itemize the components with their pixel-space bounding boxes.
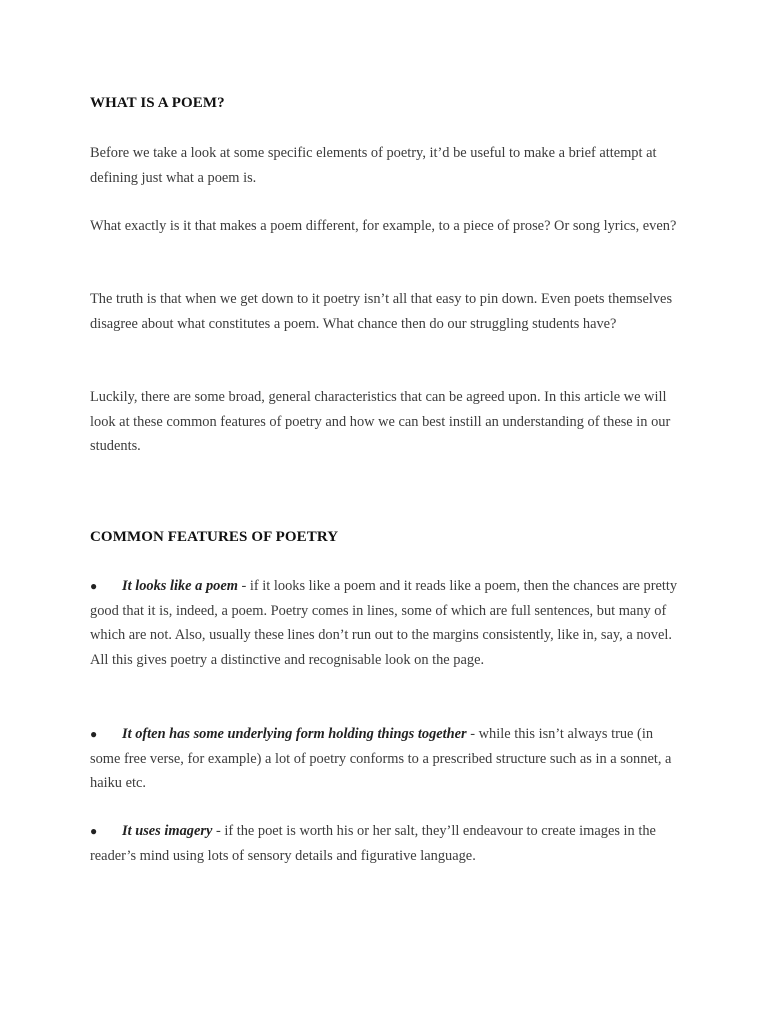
bullet-icon: ● [90, 579, 98, 593]
section-heading-common-features: COMMON FEATURES OF POETRY [90, 529, 339, 545]
section-heading-what-is-a-poem: WHAT IS A POEM? [90, 95, 225, 111]
list-item [90, 819, 680, 868]
paragraph-intro: Before we take a look at some specific elements of poetry, it’d be useful to make a brief attempt at defining just what a poem is. [90, 145, 657, 186]
bullet-icon: ● [90, 824, 98, 838]
paragraph-luckily: Luckily, there are some broad, general characteristics that can be agreed upon. In this article we will look at these common features of poetry and how we can best instill an understanding of these in our students. [90, 389, 671, 455]
list-item-text: - while this isn’t always true (in some free verse, for example) a lot of poetry conforms to a prescribed structure such as in a sonnet, a haiku etc. [90, 726, 672, 792]
paragraph-truth: The truth is that when we get down to it poetry isn’t all that easy to pin down. Even poets themselves disagree about what constitutes a poem. What chance then do our struggling students have? [90, 291, 673, 332]
list-item-lead: It often has some underlying form holding things together [122, 726, 467, 742]
list-item [90, 722, 680, 796]
bullet-icon: ● [90, 727, 98, 741]
list-item-text: - if it looks like a poem and it reads like a poem, then the chances are pretty good that it is, indeed, a poem. Poetry comes in lines, some of which are full sentences, but many of which are not. Also, usually these lines don’t run out to the margins consistently, like in, say, a novel. All this gives poetry a distinctive and recognisable look on the page. [90, 578, 678, 668]
list-item-lead: It looks like a poem [122, 578, 238, 594]
list-item-text: - if the poet is worth his or her salt, they’ll endeavour to create images in the reader’s mind using lots of sensory details and figurative language. [90, 823, 656, 864]
list-item [90, 574, 680, 672]
list-item-lead: It uses imagery [122, 823, 213, 839]
paragraph-question: What exactly is it that makes a poem different, for example, to a piece of prose? Or song lyrics, even? [90, 218, 677, 234]
